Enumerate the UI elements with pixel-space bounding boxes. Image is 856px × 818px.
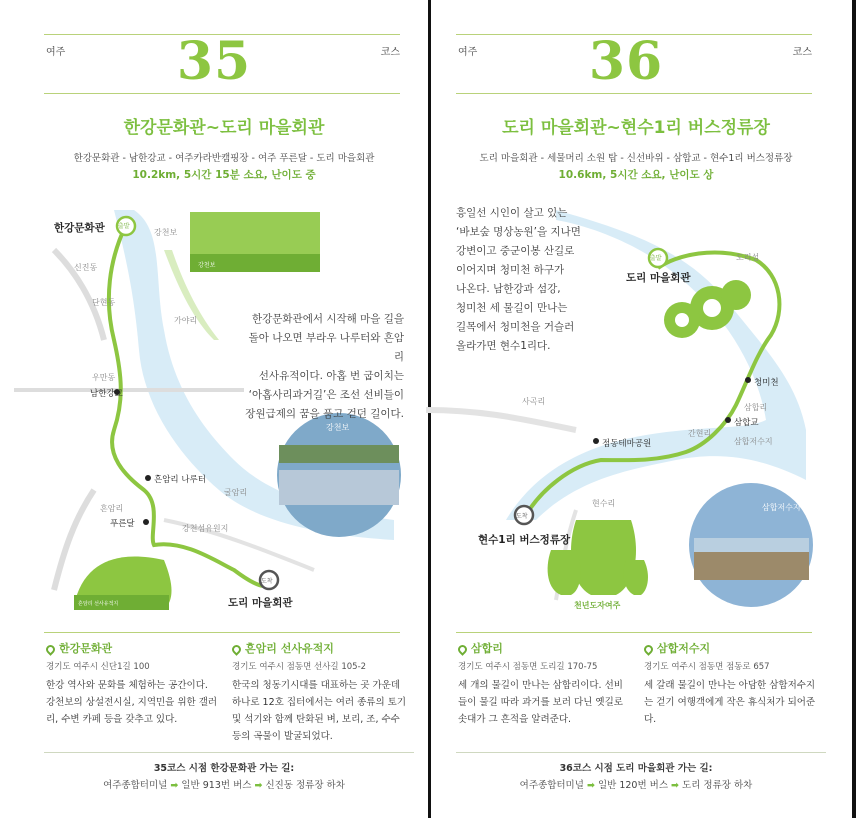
course-label: 코스	[380, 47, 400, 58]
place-heunam-ferry: 흔암리 나루터	[154, 475, 206, 485]
place-hyeonsuri: 현수리	[592, 499, 616, 508]
page-course-36	[426, 0, 826, 818]
place-dori: 도리섬	[736, 253, 760, 262]
poi-top-rule	[456, 632, 812, 633]
map-start-badge: 출발	[118, 223, 130, 230]
place-samhapri: 삼합리	[744, 403, 768, 412]
region-label: 여주	[458, 47, 478, 58]
course-description: 흥일선 시인이 살고 있는 ‘바보숲 명상농원’을 지나면 강변이고 중군이봉 산길로 이어지며 청미천 하구가 나온다. 남한강과 섬강, 청미천 세 물길이 만나는 길목에서 청미천을 거슬러 올라가면 현수1리다.	[456, 207, 581, 352]
map-end-label: 도리 마을회관	[228, 597, 293, 609]
page-edge	[852, 0, 856, 818]
course-route: 도리 마을회관 - 세물머리 소원 탑 - 신선바위 - 삼합교 - 현수1리 버스정류장	[479, 153, 793, 164]
map-end-label: 현수1리 버스정류장	[478, 534, 571, 546]
place-heunamri: 흔암리	[100, 504, 124, 513]
hut-label: 흔암리 선사유적지	[78, 601, 119, 607]
poi-item: 삼합저수지 경기도 여주시 점동면 점동로 657 세 갈래 물길이 만나는 아담한 삼합저수지 는 걷기 여행객에게 작은 휴식처가 되어준 다.	[644, 642, 816, 725]
photo-label: 삼합저수지	[762, 503, 801, 512]
map-end-badge: 도착	[261, 578, 273, 585]
place-sinjin: 신진동	[74, 263, 98, 272]
map-start-label: 도리 마을회관	[626, 272, 691, 284]
course-meta: 10.2km, 5시간 15분 소요, 난이도 중	[132, 169, 316, 181]
place-ganhyeonri: 간현리	[688, 429, 712, 438]
place-gangcheon-wetland: 강천섬유원지	[182, 524, 229, 533]
poi-item: 삼합리 경기도 여주시 점동면 도리길 170-75 세 개의 물길이 만나는 삼합리이다. 선비 들이 물길 따라 과거를 보러 다닌 옛길로 솟대가 그 흔적을 알려준다.	[458, 642, 623, 725]
how-to-get-title: 35코스 시점 한강문화관 가는 길:	[153, 763, 295, 774]
poi-item: 한강문화관 경기도 여주시 신단1길 100 한강 역사와 문화를 체험하는 공간이다. 강천보의 상설전시실, 지역민을 위한 갤러 리, 수변 카페 등을 갖추고 있다.	[46, 642, 218, 725]
flower-label: 삼합교	[670, 340, 688, 347]
place-samhapgyo: 삼합교	[734, 418, 759, 428]
map-start-badge: 출발	[650, 255, 662, 262]
map-start-label: 한강문화관	[54, 222, 105, 234]
location-pin-icon	[456, 643, 469, 656]
map-end-badge: 도착	[516, 513, 528, 520]
course-title: 도리 마을회관~현수1리 버스정류장	[502, 118, 770, 138]
location-pin-icon	[230, 643, 243, 656]
how-to-get-route: 여주종합터미널 ➡ 일반 913번 버스 ➡ 신진동 정류장 하차	[103, 780, 345, 791]
course-route: 한강문화관 - 남한강교 - 여주카라반캠핑장 - 여주 푸른달 - 도리 마을회관	[73, 153, 375, 164]
header-bottom-rule	[44, 93, 400, 94]
location-pin-icon	[642, 643, 655, 656]
place-woomandong: 우만동	[92, 373, 116, 382]
place-gulam: 굴암리	[224, 488, 248, 497]
footer-rule	[44, 752, 414, 753]
poi-top-rule	[44, 632, 400, 633]
place-pureundal: 푸른달	[110, 519, 135, 529]
course-description: 한강문화관에서 시작해 마을 길을 돌아 나오면 부라우 나루터와 흔암리 선사유적이다. 아홉 번 굽이치는 ‘아홉사리과거길’은 조선 선비들이 장원급제의 꿈을 품고 걷던 길이다.	[245, 313, 404, 420]
course-number: 35	[176, 31, 252, 92]
place-cheongmi: 청미천	[754, 378, 779, 388]
jar-label: 천년도자여주	[574, 601, 621, 610]
location-pin-icon	[44, 643, 57, 656]
place-gangcheonbo: 강천보	[154, 228, 178, 237]
region-label: 여주	[46, 47, 66, 58]
header-bottom-rule	[456, 93, 812, 94]
page-course-35	[14, 0, 414, 818]
course-title: 한강문화관~도리 마을회관	[123, 118, 325, 138]
poi-item: 흔암리 선사유적지 경기도 여주시 점동면 선사길 105-2 한국의 청동기시대를 대표하는 곳 가운데 하나로 12호 집터에서는 여러 종류의 토기 및 석기와 함께 탄화된 벼, 보리, 조, 수수 등의 곡물이 발굴되었다.	[232, 642, 407, 742]
place-dancheon: 단현동	[92, 298, 116, 307]
place-sagokri: 사곡리	[522, 397, 546, 406]
how-to-get-route: 여주종합터미널 ➡ 일반 120번 버스 ➡ 도리 정류장 하차	[519, 780, 753, 791]
place-namhangang: 남한강교	[90, 389, 123, 399]
place-gaya: 가야리	[174, 316, 198, 325]
course-label: 코스	[792, 47, 812, 58]
photo-label: 강천보	[326, 423, 350, 432]
place-samhap-res: 삼합저수지	[734, 437, 773, 446]
course-meta: 10.6km, 5시간 소요, 난이도 상	[558, 169, 714, 181]
weir-label: 강천보	[198, 262, 216, 269]
place-jeomdong: 점동테마공원	[602, 439, 652, 449]
footer-rule	[456, 752, 826, 753]
course-number: 36	[588, 31, 664, 92]
how-to-get-title: 36코스 시점 도리 마을회관 가는 길:	[559, 763, 713, 774]
